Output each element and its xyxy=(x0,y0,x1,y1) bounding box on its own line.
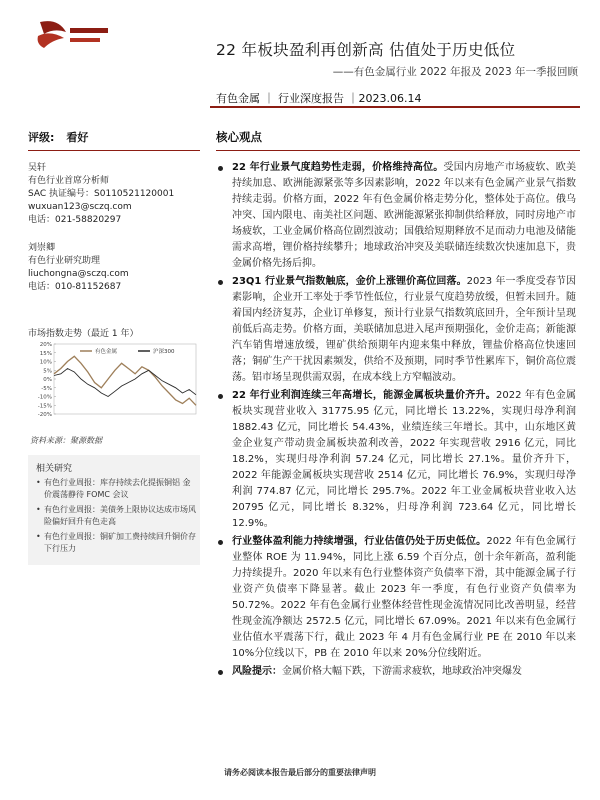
series-line-csi300 xyxy=(54,369,196,397)
bullet-dot-icon xyxy=(218,280,223,285)
core-view-item xyxy=(216,388,576,532)
y-tick-label: -10% xyxy=(37,394,52,401)
chart-frame xyxy=(54,344,196,414)
analyst-name: 吴轩 xyxy=(28,163,47,173)
market-index-chart xyxy=(28,340,200,418)
legal-footer: 请务必阅读本报告最后部分的重要法律声明 xyxy=(224,768,376,777)
analyst-email[interactable]: liuchongna@sczq.com xyxy=(28,269,129,279)
left-divider xyxy=(28,150,200,151)
rating-value: 看好 xyxy=(66,131,89,144)
core-view-heading: 风险提示： xyxy=(232,666,282,677)
core-view-item xyxy=(216,664,576,680)
core-view-heading: 22 年行业景气度趋势性走弱，价格维持高位。 xyxy=(232,162,444,173)
y-tick-label: 5% xyxy=(43,368,52,375)
core-view-text: 金属价格大幅下跌，下游需求疲软，地球政治冲突爆发 xyxy=(282,666,522,677)
bullet-dot-icon xyxy=(218,670,223,675)
bullet-dot-icon xyxy=(218,394,223,399)
chart-title: 市场指数走势（最近 1 年） xyxy=(28,329,139,339)
core-views-list xyxy=(216,160,576,682)
y-tick-label: -5% xyxy=(41,385,52,392)
right-divider xyxy=(216,150,580,151)
core-view-item xyxy=(216,160,576,272)
core-view-text: 受国内房地产市场疲软、欧美持续加息、欧洲能源紧张等多因素影响，2022 年以来有色金属产业景气指数持续走弱。价格方面，2022 年有色金属价格走势分化，整体处于高位。俄乌冲突、国内限电、南美社区问题、欧洲能源紧张抑制供给释放，同时房地产市场疲软，工业金属价格高位剧烈波动；国俄给短期释放不足而动力电池及储能需求高增，锂价格持续攀升；地球政治冲突及美联储连续数次快速加息下，贵金属价格先扬后抑。 xyxy=(232,162,577,269)
y-tick-label: 10% xyxy=(39,359,52,366)
y-tick-label: -15% xyxy=(37,403,52,410)
report-subtitle: ——有色金属行业 2022 年报及 2023 年一季报回顾 xyxy=(332,66,578,78)
legend-label: 有色金属 xyxy=(95,349,118,355)
analyst-sac: SAC 执证编号：S0110521120001 xyxy=(28,189,175,199)
analyst-card-1 xyxy=(28,162,174,227)
core-view-text: 2022 年有色金属板块实现营业收入 31775.95 亿元，同比增长 13.22%，实现归母净利润 1882.43 亿元，同比增长 54.43%，业绩连续三年增长。其中，山东地区黄金企业复产带动贵金属板块盈利改善，2022 年实现营收 2916 亿元，同比 18.2%，实现归母净利润 57.24 亿元，同比增长 27.1%。量价齐升下，2022 年能源金属板块实现营收 2514 亿元，同比增长 76.9%，实现归母净利润 774.87 亿元，同比增长 295.7%。2022 年工业金属板块营业收入达 20795 亿元，同比增长 8.32%，归母净利润 723.64 亿元，同比增长 12.9%。 xyxy=(232,390,576,529)
bullet-dot-icon xyxy=(218,540,223,545)
core-views-heading: 核心观点 xyxy=(216,130,262,144)
report-meta: 有色金属 ｜ 行业深度报告 ｜2023.06.14 xyxy=(216,92,422,105)
y-tick-label: 15% xyxy=(39,350,52,357)
y-tick-label: 0% xyxy=(43,377,52,383)
analyst-phone: 电话：010-81152687 xyxy=(28,282,122,292)
rating-label: 评级: xyxy=(28,131,55,144)
analyst-card-2 xyxy=(28,242,129,294)
header-divider xyxy=(210,106,580,108)
report-title: 22 年板块盈利再创新高 估值处于历史低位 xyxy=(216,41,516,59)
core-view-heading: 行业整体盈利能力持续增强，行业估值仍处于历史低位。 xyxy=(232,536,487,547)
related-research-item[interactable]: • 有色行业周报：铜矿加工费持续回升铜价存下行压力 xyxy=(36,531,196,555)
related-research-item[interactable]: • 有色行业周报：库存持续去化提振铜铝 金价震荡静待 FOMC 会议 xyxy=(36,477,196,501)
analyst-phone: 电话：021-58820297 xyxy=(28,215,122,225)
core-view-text: 2022 年有色金属行业整体 ROE 为 11.94%，同比上涨 6.59 个百分点，创十余年新高，盈利能力持续提升。2020 年以来有色行业整体资产负债率下滑，其中能源金属子行业资产负债率下降显著。截止 2023 年一季度，有色行业资产负债率为 50.72%。2022 年有色金属行业整体经营性现金流情况同比改善明显，经营性现金流净额达 2572.5 亿元，同比增长 67.09%。2021 年以来有色金属行业估值水平震荡下行，截止 2023 年 4 月有色金属行业 PE 在 2010 年以来 10%分位线以下，PB 在 2010 年以来 20%分位线附近。 xyxy=(232,536,576,659)
y-tick-label: -20% xyxy=(37,412,52,418)
core-view-heading: 22 年行业利润连续三年高增长，能源金属板块量价齐升。 xyxy=(232,390,497,401)
analyst-email[interactable]: wuxuan123@sczq.com xyxy=(28,202,132,212)
bullet-dot-icon xyxy=(218,166,223,171)
analyst-role: 有色行业研究助理 xyxy=(28,256,101,266)
y-tick-label: 20% xyxy=(39,342,52,348)
core-view-text: 2023 年一季度受春节因素影响，企业开工率处于季节性低位，行业景气度趋势放缓，但暂未回升。随着国内经济复苏，企业订单修复，预计行业景气指数筑底回升，全年预计呈现前低后高走势。价格方面，美联储加息进入尾声预期强化，金价走高；新能源汽车销售增速放缓，锂矿供给预期年内迎来集中释放，锂盐价格高位快速回落；铜矿生产干扰因素频发，供给不及预期，同时季节性累库下，铜价高位震荡。铝市场呈现供需双弱，在成本线上方窄幅波动。 xyxy=(232,276,576,383)
series-line-nonferrous xyxy=(54,356,196,405)
analyst-name: 刘崇卿 xyxy=(28,243,56,253)
legend-label: 沪深300 xyxy=(153,349,175,355)
rating xyxy=(28,129,88,145)
related-research-title: 相关研究 xyxy=(36,464,73,474)
analyst-role: 有色行业首席分析师 xyxy=(28,176,110,186)
core-view-item xyxy=(216,274,576,386)
core-view-item xyxy=(216,534,576,662)
company-logo-icon xyxy=(20,16,120,56)
core-view-heading: 23Q1 行业景气指数触底，金价上涨锂价高位回落。 xyxy=(232,276,467,287)
chart-source: 资料来源：聚源数据 xyxy=(30,436,102,445)
related-research-item[interactable]: • 有色行业周报：美债务上限协议达成市场风险偏好回升有色走高 xyxy=(36,504,196,528)
related-research-list xyxy=(36,477,196,558)
related-research-box xyxy=(28,455,200,565)
